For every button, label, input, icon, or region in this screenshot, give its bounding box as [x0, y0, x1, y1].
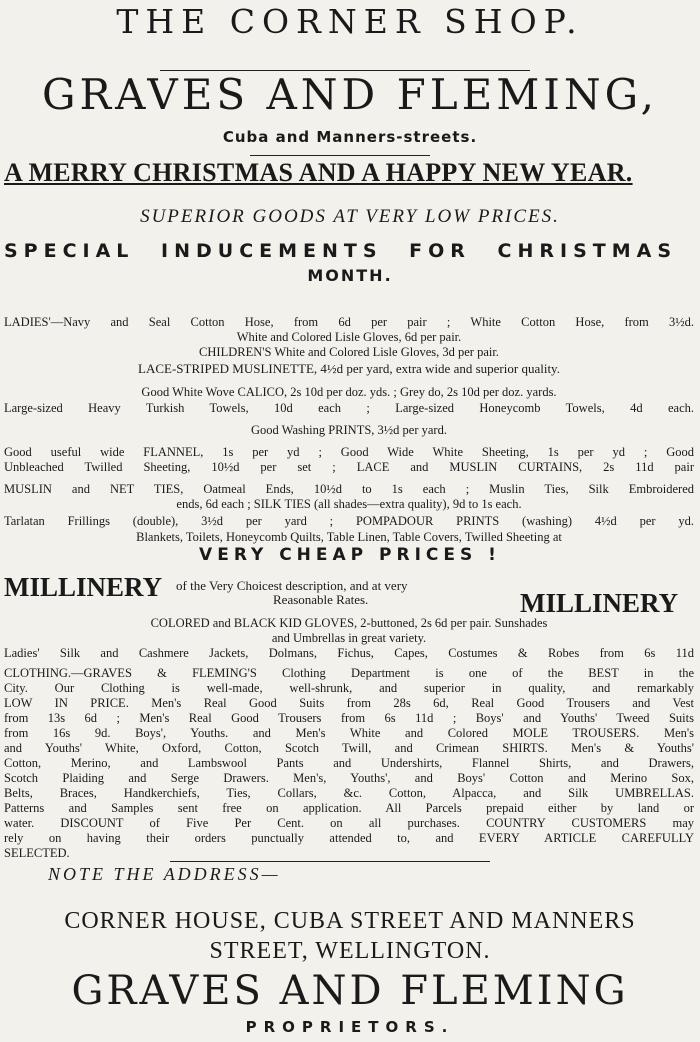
- goods-line: LADIES'—Navy and Seal Cotton Hose, from 6d per pair ; White Cotton Hose, from 3½d.: [4, 315, 694, 329]
- clothing-line: Patterns and Samples sent free on application. All Parcels prepaid either by land or: [4, 801, 694, 815]
- special-heading: SPECIAL INDUCEMENTS FOR CHRISTMAS: [4, 240, 678, 262]
- note-address: NOTE THE ADDRESS—: [48, 864, 281, 884]
- goods-line: White and Colored Lisle Gloves, 6d per pair.: [236, 330, 462, 344]
- goods-line: ends, 6d each ; SILK TIES (all shades—extra quality), 9d to 1s each.: [176, 497, 522, 511]
- clothing-line: SELECTED.: [4, 846, 70, 860]
- gloves-line: Ladies' Silk and Cashmere Jackets, Dolmans, Fichus, Capes, Costumes & Robes from 6s 11d: [4, 646, 694, 660]
- goods-line: Good Washing PRINTS, 3½d per yard.: [251, 423, 447, 437]
- divider: [170, 861, 490, 862]
- millinery-heading-left: MILLINERY: [4, 572, 163, 602]
- proprietors: PROPRIETORS.: [245, 1018, 455, 1036]
- goods-line: Blankets, Toilets, Honeycomb Quilts, Table Linen, Table Covers, Twilled Sheeting at: [136, 530, 562, 544]
- goods-line: Tarlatan Frillings (double), 3½d per yard ; POMPADOUR PRINTS (washing) 4½d per yd.: [4, 514, 694, 528]
- clothing-line: Scotch Plaiding and Serge Drawers. Men's, Youths', and Boys' Cotton and Merino Sox,: [4, 771, 694, 785]
- firm-name-footer: GRAVES AND FLEMING: [71, 968, 629, 1014]
- address-line: CORNER HOUSE, CUBA STREET AND MANNERS: [64, 908, 636, 934]
- millinery-heading-right: MILLINERY: [520, 588, 679, 618]
- goods-line: Unbleached Twilled Sheeting, 10½d per set ; LACE and MUSLIN CURTAINS, 2s 11d pair: [4, 460, 694, 474]
- shop-name: THE CORNER SHOP.: [116, 2, 584, 41]
- gloves-line: COLORED and BLACK KID GLOVES, 2-buttoned, 2s 6d per pair. Sunshades: [150, 616, 548, 630]
- millinery-description: of the Very Choicest description, and at very: [176, 578, 408, 593]
- clothing-line: from 16s 9d. Boys', Youths. and Men's White and Colored MOLE TROUSERS. Men's: [4, 726, 694, 740]
- clothing-line: rely on having their orders punctually attended to, and EVERY ARTICLE CAREFULLY: [4, 831, 694, 845]
- firm-name: GRAVES AND FLEMING,: [41, 70, 659, 119]
- goods-line: Large-sized Heavy Turkish Towels, 10d each ; Large-sized Honeycomb Towels, 4d each.: [4, 401, 694, 415]
- clothing-line: LOW IN PRICE. Men's Real Good Suits from 28s 6d, Real Good Trousers and Vest: [4, 696, 694, 710]
- clothing-line: City. Our Clothing is well-made, well-shrunk, and superior in quality, and remarkably: [4, 681, 694, 695]
- tagline: SUPERIOR GOODS AT VERY LOW PRICES.: [140, 206, 560, 227]
- goods-line: LACE-STRIPED MUSLINETTE, 4½d per yard, extra wide and superior quality.: [138, 361, 560, 376]
- millinery-description: Reasonable Rates.: [273, 592, 369, 607]
- clothing-line: CLOTHING.—GRAVES & FLEMING'S Clothing Department is one of the BEST in the: [4, 666, 694, 680]
- divider: [250, 155, 430, 156]
- very-cheap-prices: VERY CHEAP PRICES !: [199, 545, 501, 565]
- address-line: STREET, WELLINGTON.: [209, 938, 491, 964]
- clothing-line: and Youths' White, Oxford, Cotton, Scotch Twill, and Crimean SHIRTS. Men's & Youths': [4, 741, 694, 755]
- special-month: MONTH.: [307, 266, 393, 285]
- clothing-line: from 13s 6d ; Men's Real Good Trousers from 6s 11d ; Boys' and Youths' Tweed Suits: [4, 711, 694, 725]
- greeting: A MERRY CHRISTMAS AND A HAPPY NEW YEAR.: [4, 158, 633, 187]
- goods-line: CHILDREN'S White and Colored Lisle Gloves, 3d per pair.: [199, 345, 499, 359]
- goods-line: MUSLIN and NET TIES, Oatmeal Ends, 10½d to 1s each ; Muslin Ties, Silk Embroidered: [4, 482, 694, 496]
- goods-line: Good useful wide FLANNEL, 1s per yd ; Good Wide White Sheeting, 1s per yd ; Good: [4, 445, 694, 459]
- clothing-line: Belts, Braces, Handkerchiefs, Ties, Collars, &c. Cotton, Alpacca, and Silk UMBRELLAS.: [4, 786, 694, 800]
- clothing-line: Cotton, Merino, and Lambswool Pants and Undershirts, Flannel Shirts, and Drawers,: [4, 756, 694, 770]
- location: Cuba and Manners-streets.: [222, 128, 478, 146]
- gloves-line: and Umbrellas in great variety.: [271, 631, 427, 645]
- clothing-line: water. DISCOUNT of Five Per Cent. on all purchases. COUNTRY CUSTOMERS may: [4, 816, 694, 830]
- goods-line: Good White Wove CALICO, 2s 10d per doz. yds. ; Grey do, 2s 10d per doz. yards.: [141, 385, 557, 399]
